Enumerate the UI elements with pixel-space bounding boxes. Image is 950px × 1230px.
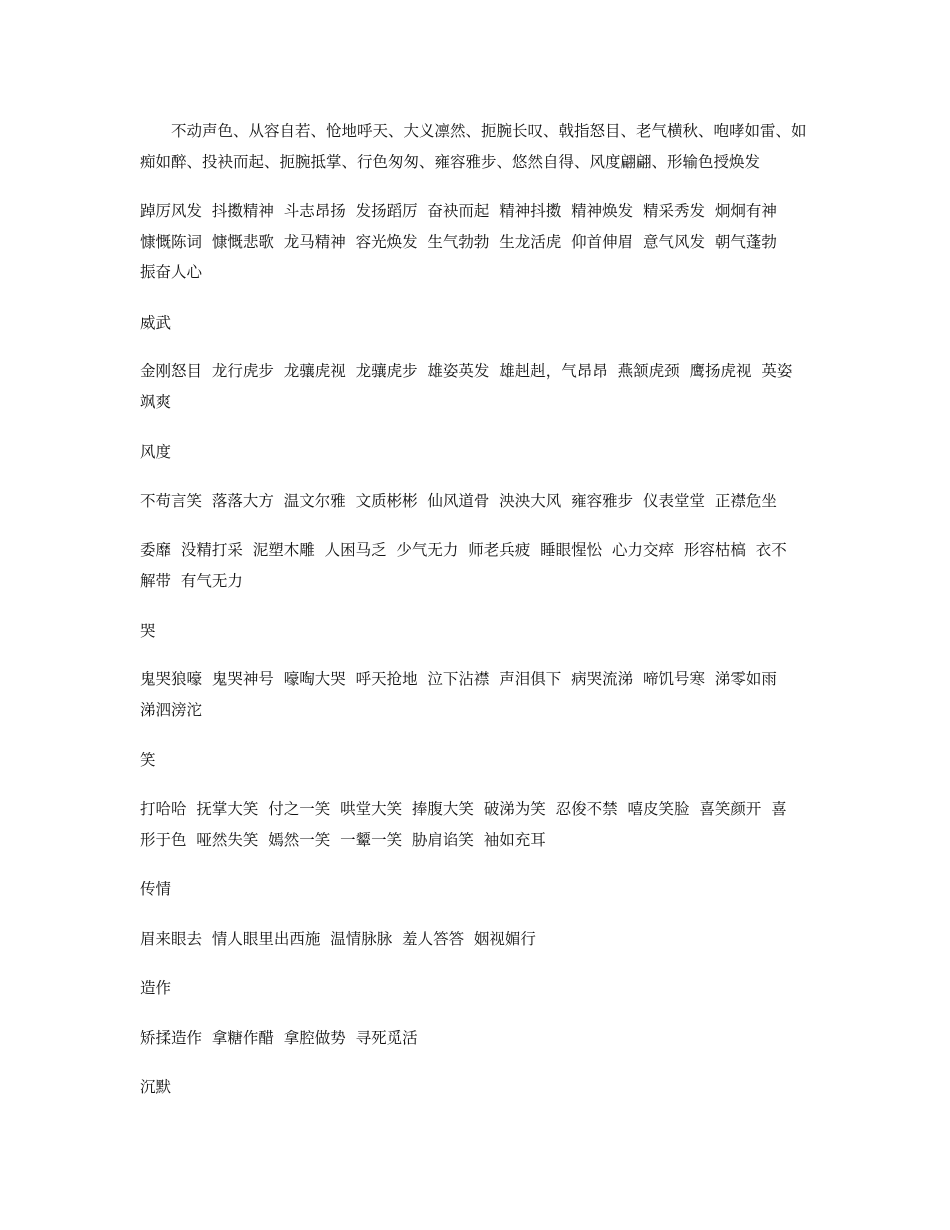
section-heading-fengdu: 风度 [140,443,172,461]
chuanqing-idioms: 眉来眼去 情人眼里出西施 温情脉脉 羞人答答 姻视媚行 [140,930,536,948]
xiao-idioms: 打哈哈 抚掌大笑 付之一笑 哄堂大笑 捧腹大笑 破涕为笑 忍俊不禁 嘻皮笑脸 喜笑颜开 喜 形于色 哑然失笑 嫣然一笑 一颦一笑 胁肩谄笑 袖如充耳 [140,800,787,849]
intro-paragraph: 不动声色、从容自若、怆地呼天、大义凛然、扼腕长叹、戟指怒目、老气横秋、咆哮如雷、如痴如醉、投袂而起、扼腕抵掌、行色匆匆、雍容雅步、悠然自得、风度翩翩、形输色授焕发 [140,122,807,171]
fengdu-idioms: 不苟言笑 落落大方 温文尔雅 文质彬彬 仙风道骨 泱泱大风 雍容雅步 仪表堂堂 正襟危坐 [140,492,777,510]
section-heading-zaozuo: 造作 [140,979,172,997]
section-heading-chenmo: 沉默 [140,1078,172,1096]
weimi-idioms: 委靡 没精打采 泥塑木雕 人困马乏 少气无力 师老兵疲 睡眼惺忪 心力交瘁 形容枯槁 衣不 解带 有气无力 [140,541,787,590]
weiwu-idioms: 金刚怒目 龙行虎步 龙骧虎视 龙骧虎步 雄姿英发 雄赳赳，气昂昂 燕颔虎颈 鹰扬虎视 英姿 飒爽 [140,362,793,411]
section-heading-chuanqing: 传情 [140,880,172,898]
section-heading-ku: 哭 [140,622,156,640]
zaozuo-idioms: 矫揉造作 拿糖作醋 拿腔做势 寻死觅活 [140,1029,418,1047]
ku-idioms: 鬼哭狼嚎 鬼哭神号 嚎啕大哭 呼天抢地 泣下沾襟 声泪俱下 病哭流涕 啼饥号寒 涕零如雨 涕泗滂沱 [140,670,777,719]
section-heading-xiao: 笑 [140,751,156,769]
section-heading-weiwu: 威武 [140,314,172,332]
spirit-idioms: 踔厉风发 抖擞精神 斗志昂扬 发扬蹈厉 奋袂而起 精神抖擞 精神焕发 精采秀发 炯炯有神 慷慨陈词 慷慨悲歌 龙马精神 容光焕发 生气勃勃 生龙活虎 仰首伸眉 意气风发 朝气蓬勃 振奋人心 [140,202,777,281]
